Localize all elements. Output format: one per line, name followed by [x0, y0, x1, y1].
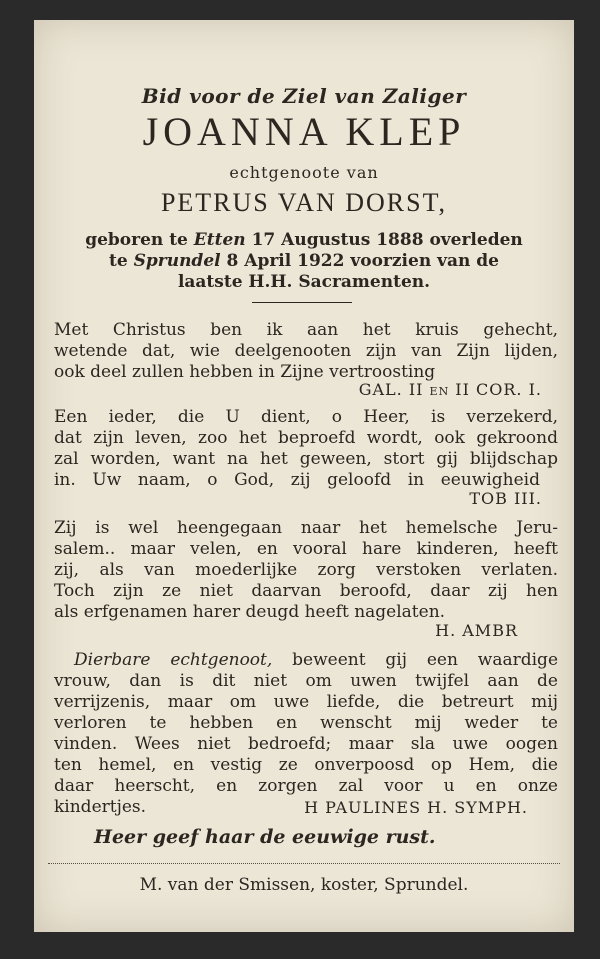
address-line-6: ten hemel, en vestig ze onverpoosd op Hem, die — [54, 755, 558, 775]
closing-prayer: Heer geef haar de eeuwige rust. — [94, 826, 436, 848]
sacraments-line: laatste H.H. Sacramenten. — [177, 272, 431, 292]
verse-2-source: TOB III. — [469, 489, 542, 508]
verse-1-line-2: wetende dat, wie deelgenooten zijn van Zijn lijden, — [54, 341, 558, 361]
address-line-4: verloren te hebben en wenscht mij weder te — [54, 713, 558, 733]
memorial-card — [34, 20, 574, 932]
death-place: Sprundel — [133, 251, 221, 271]
address-line-1 — [74, 650, 558, 671]
printer-credit: M. van der Smissen, koster, Sprundel. — [139, 875, 469, 895]
verse-2-line-1: Een ieder, die U dient, o Heer, is verzekerd, — [54, 407, 558, 427]
deceased-name: JOANNA KLEP — [142, 109, 466, 154]
address-line-5: vinden. Wees niet bedroefd; maar sla uwe oogen — [54, 734, 558, 754]
death-prefix: te — [109, 251, 128, 271]
address-source: H PAULINES H. SYMPH. — [304, 798, 528, 817]
death-line — [34, 251, 574, 271]
verse-1-line-1: Met Christus ben ik aan het kruis gehecht, — [54, 320, 558, 340]
birth-rest: 17 Augustus 1888 overleden — [251, 230, 523, 250]
birth-line — [34, 230, 574, 250]
verse-2-line-3: zal worden, want na het geween, stort gij blijdschap — [54, 449, 558, 469]
spouse-intro: echtgenoote van — [229, 163, 379, 182]
verse-3-source: H. AMBR — [435, 621, 518, 640]
verse-3-line-5: als erfgenamen harer deugd heeft nagelaten. — [54, 602, 446, 622]
dotted-divider — [48, 863, 560, 864]
address-salutation: Dierbare echtgenoot, — [74, 650, 273, 670]
birth-place: Etten — [193, 230, 246, 250]
death-rest: 8 April 1922 voorzien van de — [226, 251, 499, 271]
address-line-3: verrijzenis, maar om uwe liefde, die betreurt mij — [54, 692, 558, 712]
address-line-7: daar heerscht, en zorgen zal voor u en onze — [54, 776, 558, 796]
verse-3-line-4: Toch zijn ze niet daarvan beroofd, daar zij hen — [54, 581, 558, 601]
birth-prefix: geboren te — [85, 230, 188, 250]
verse-1-line-3: ook deel zullen hebben in Zijne vertroosting — [54, 362, 436, 382]
intro-text: Bid voor de Ziel van Zaliger — [141, 84, 467, 108]
address-first-line-rest: beweent gij een waardige — [292, 650, 559, 670]
address-last-line: kindertjes. — [54, 797, 147, 817]
address-line-2: vrouw, dan is dit niet om uwen twijfel aan de — [54, 671, 558, 691]
spouse-name: PETRUS VAN DORST, — [160, 188, 448, 217]
verse-3-line-1: Zij is wel heengegaan naar het hemelsche Jeru- — [54, 518, 558, 538]
verse-2-line-4: in. Uw naam, o God, zij geloofd in eeuwigheid — [54, 470, 540, 490]
verse-3-line-2: salem.. maar velen, en vooral hare kinderen, heeft — [54, 539, 558, 559]
verse-2-line-2: dat zijn leven, zoo het beproefd wordt, ook gekroond — [54, 428, 558, 448]
verse-1-source: GAL. II en II COR. I. — [358, 380, 542, 399]
divider-rule — [252, 302, 352, 303]
verse-3-line-3: zij, als van moederlijke zorg verstoken verlaten. — [54, 560, 558, 580]
